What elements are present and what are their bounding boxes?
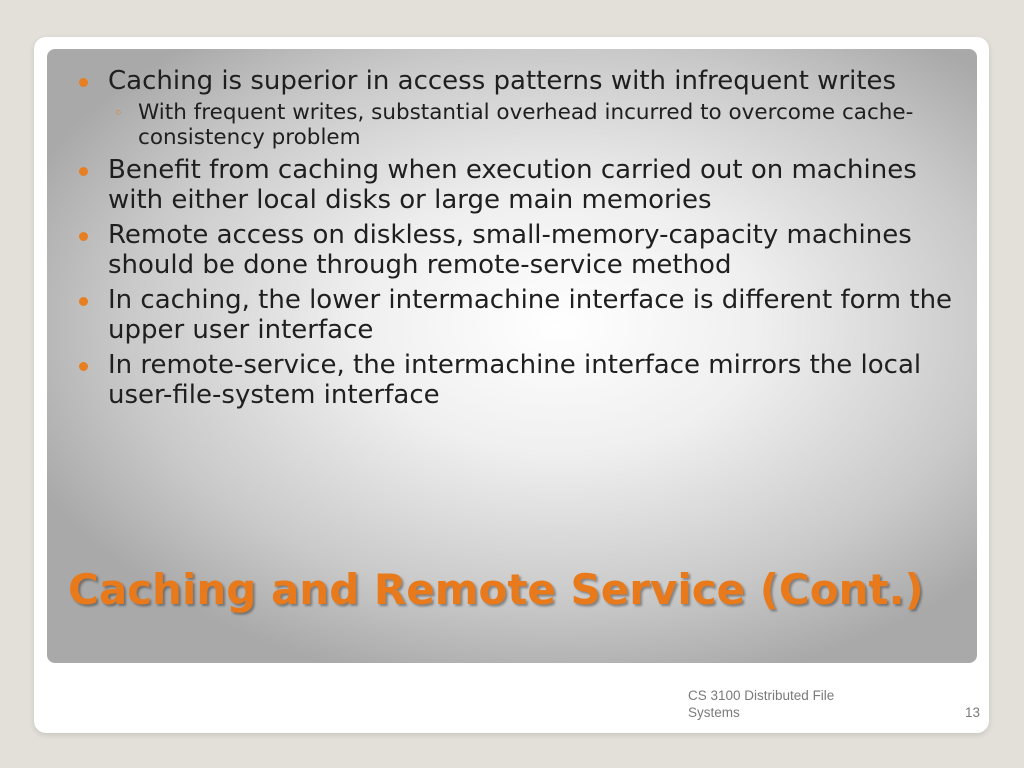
sub-bullet-item [108, 100, 968, 150]
footer-course-label: CS 3100 Distributed File Systems [688, 688, 835, 720]
bullet-dot-icon [79, 167, 88, 176]
page-number: 13 [964, 705, 980, 720]
bullet-item [78, 285, 968, 345]
slide-title: Caching and Remote Service (Cont.) [68, 565, 924, 614]
sub-bullet-text: With frequent writes, substantial overhead incurred to overcome cache-consistency problem [138, 100, 914, 150]
bullet-dot-icon [79, 362, 88, 371]
bullet-ring-icon: ◦ [114, 104, 123, 122]
bullet-item [78, 220, 968, 280]
bullet-dot-icon [79, 78, 88, 87]
bullet-text: In caching, the lower intermachine interface is different form the upper user interface [108, 285, 953, 345]
bullet-text: Remote access on diskless, small-memory-capacity machines should be done through remote-service method [108, 220, 912, 280]
bullet-item [78, 66, 968, 150]
bullet-list [78, 66, 968, 415]
bullet-item [78, 350, 968, 410]
bullet-item [78, 155, 968, 215]
sub-bullet-list [108, 100, 968, 150]
bullet-text: In remote-service, the intermachine interface mirrors the local user-file-system interface [108, 350, 922, 410]
bullet-text: Benefit from caching when execution carried out on machines with either local disks or large main memories [108, 155, 917, 215]
bullet-text: Caching is superior in access patterns with infrequent writes [108, 66, 897, 96]
bullet-dot-icon [79, 232, 88, 241]
bullet-dot-icon [79, 297, 88, 306]
